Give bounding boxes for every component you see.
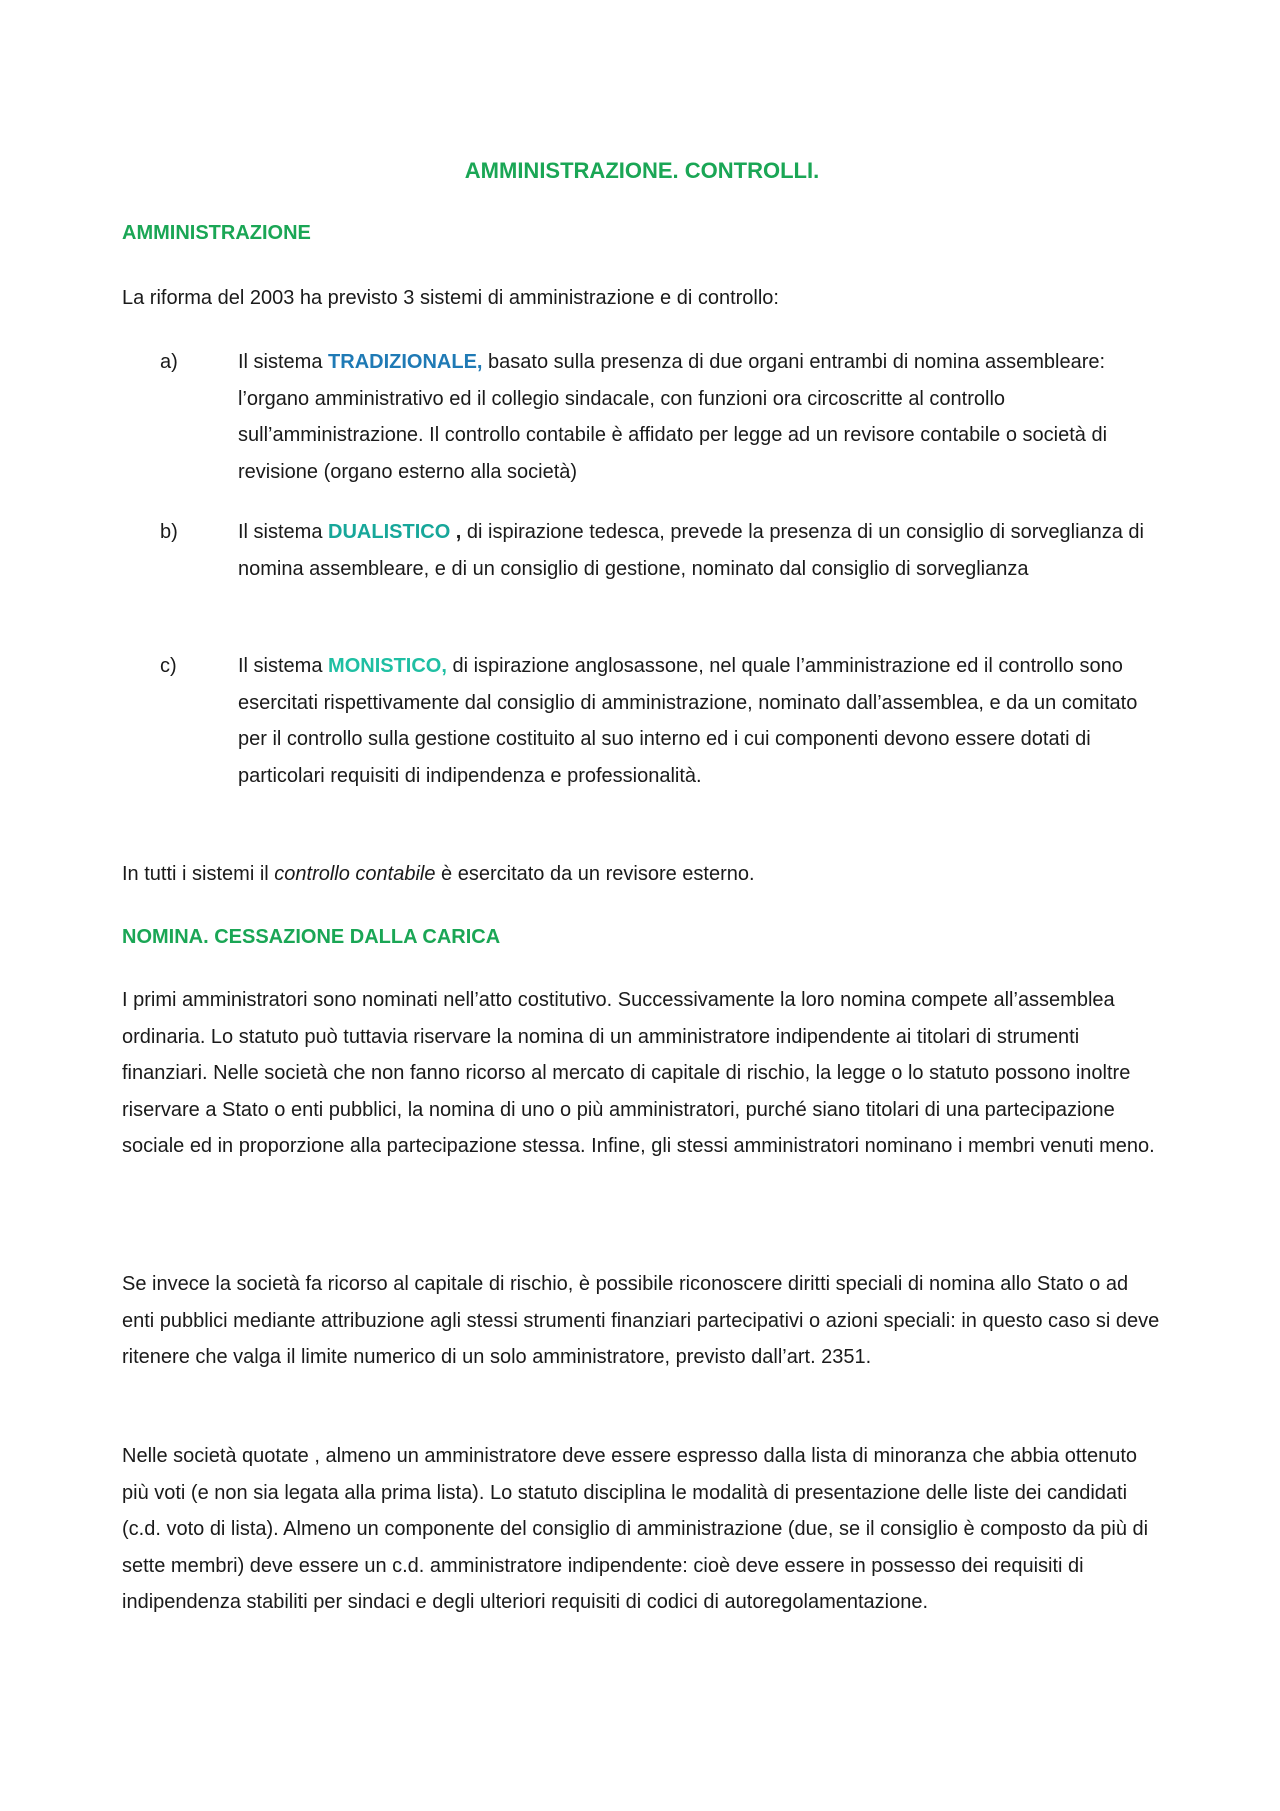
list-item-c [160, 648, 1160, 794]
page-title: AMMINISTRAZIONE. CONTROLLI. [464, 158, 820, 183]
summary-paragraph: In tutti i sistemi il controllo contabile è esercitato da un revisore esterno. [122, 863, 755, 885]
list-item-label: b) [160, 521, 178, 543]
list-item-label: a) [160, 351, 178, 373]
list-item-text: Il sistema MONISTICO, di ispirazione anglosassone, nel quale l’amministrazione ed il controllo sono esercitati rispettivamente dal consiglio di amministrazione, nominato dall’assemblea, e da un comitato per il controllo sulla gestione costituito al suo interno ed i cui componenti devono essere dotati di particolari requisiti di indipendenza e professionalità. [238, 655, 1138, 787]
list-item-a [160, 344, 1160, 490]
emphasis-controllo-contabile: controllo contabile [274, 863, 436, 885]
paragraph-nomina-2: Se invece la società fa ricorso al capitale di rischio, è possibile riconoscere diritti speciali di nomina allo Stato o ad enti pubblici mediante attribuzione agli stessi strumenti finanziari partecipativi o azioni speciali: in questo caso si deve ritenere che valga il limite numerico di un solo amministratore, previsto dall’art. 2351. [122, 1273, 1160, 1368]
paragraph-nomina-3: Nelle società quotate , almeno un amministratore deve essere espresso dalla lista di minoranza che abbia ottenuto più voti (e non sia legata alla prima lista). Lo statuto disciplina le modalità di presentazione delle liste dei candidati (c.d. voto di lista). Almeno un componente del consiglio di amministrazione (due, se il consiglio è composto da più di sette membri) deve essere un c.d. amministratore indipendente: cioè deve essere in possesso dei requisiti di indipendenza stabiliti per sindaci e degli ulteriori requisiti di codici di autoregolamentazione. [122, 1445, 1149, 1613]
section-heading-nomina: NOMINA. CESSAZIONE DALLA CARICA [122, 926, 501, 948]
list-item-text: Il sistema DUALISTICO , di ispirazione tedesca, prevede la presenza di un consiglio di sorveglianza di nomina assembleare, e di un consiglio di gestione, nominato dal consiglio di sorveglianza [238, 521, 1145, 580]
section-heading-amministrazione: AMMINISTRAZIONE [122, 222, 311, 244]
list-item-text: Il sistema TRADIZIONALE, basato sulla presenza di due organi entrambi di nomina assembleare: l’organo amministrativo ed il collegio sindacale, con funzioni ora circoscritte al controllo sull’amministrazione. Il controllo contabile è affidato per legge ad un revisore contabile o società di revisione (organo esterno alla società) [238, 351, 1108, 483]
keyword-dualistico: DUALISTICO [328, 521, 451, 543]
list-item-b [160, 514, 1160, 587]
keyword-tradizionale: TRADIZIONALE, [328, 351, 483, 373]
paragraph-nomina-1: I primi amministratori sono nominati nell’atto costitutivo. Successivamente la loro nomina compete all’assemblea ordinaria. Lo statuto può tuttavia riservare la nomina di un amministratore indipendente ai titolari di strumenti finanziari. Nelle società che non fanno ricorso al mercato di capitale di rischio, la legge o lo statuto possono inoltre riservare a Stato o enti pubblici, la nomina di uno o più amministratori, purché siano titolari di una partecipazione sociale ed in proporzione alla partecipazione stessa. Infine, gli stessi amministratori nominano i membri venuti meno. [122, 989, 1155, 1157]
intro-paragraph: La riforma del 2003 ha previsto 3 sistemi di amministrazione e di controllo: [122, 287, 779, 309]
list-item-label: c) [160, 655, 177, 677]
keyword-monistico: MONISTICO, [328, 655, 447, 677]
